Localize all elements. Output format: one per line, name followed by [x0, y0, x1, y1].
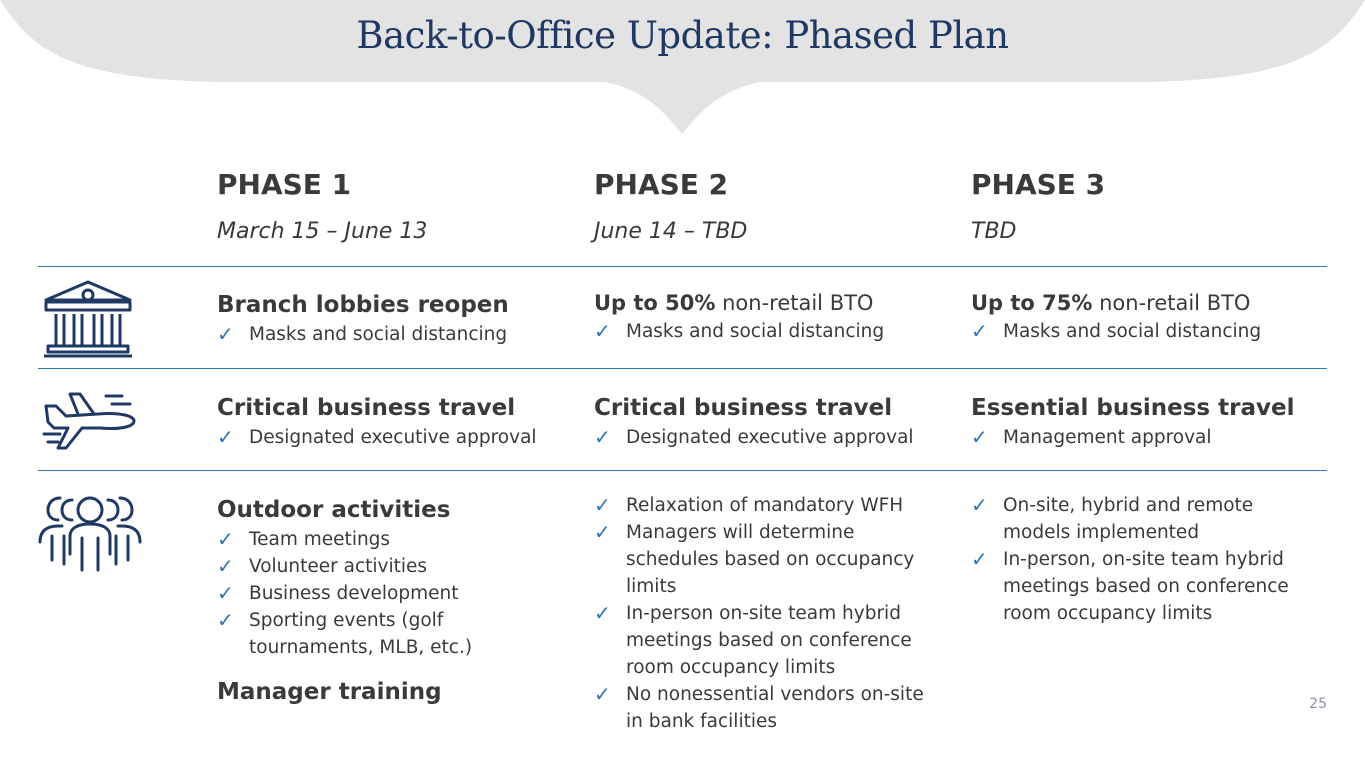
check-icon: ✓ — [594, 319, 611, 343]
travel-phase-3-list — [971, 424, 1331, 451]
list-item: ✓ Managers will determine schedules based on occupancy limits — [594, 520, 915, 597]
check-icon: ✓ — [971, 319, 988, 343]
list-item: ✓ Sporting events (golf tournaments, MLB, etc.) — [217, 608, 473, 658]
check-icon: ✓ — [594, 520, 611, 544]
list-item: ✓ Masks and social distancing — [971, 319, 1262, 343]
phase-2-dates: June 14 – TBD — [594, 219, 748, 244]
team-phase-2-list — [594, 492, 939, 735]
travel-phase-3-cell — [971, 392, 1331, 451]
team-phase-1-heading: Outdoor activities — [217, 497, 451, 523]
list-item: ✓ On-site, hybrid and remote models implemented — [971, 493, 1254, 543]
check-icon: ✓ — [594, 493, 611, 517]
branch-phase-3-cell — [971, 288, 1331, 345]
bank-building-icon — [42, 280, 134, 360]
check-icon: ✓ — [217, 554, 234, 578]
branch-phase-1-cell — [217, 289, 577, 348]
team-phase-1-cell — [217, 494, 557, 705]
list-item: ✓ Masks and social distancing — [217, 322, 508, 346]
list-item: ✓ No nonessential vendors on-site in bank facilities — [594, 682, 924, 732]
branch-phase-3-heading: Up to 75% non-retail BTO — [971, 291, 1251, 315]
check-icon: ✓ — [217, 425, 234, 449]
list-item: ✓ Management approval — [971, 425, 1212, 449]
team-phase-2-cell — [594, 492, 939, 735]
branch-phase-2-heading: Up to 50% non-retail BTO — [594, 291, 874, 315]
travel-phase-1-heading: Critical business travel — [217, 395, 516, 421]
check-icon: ✓ — [971, 493, 988, 517]
travel-phase-1-list — [217, 424, 577, 451]
phase-2-heading: PHASE 2 — [594, 168, 729, 201]
team-phase-1-list — [217, 526, 557, 661]
list-item: ✓ In-person on-site team hybrid meetings based on conference room occupancy limits — [594, 601, 912, 678]
branch-phase-2-list — [594, 318, 954, 345]
check-icon: ✓ — [971, 547, 988, 571]
team-phase-3-cell — [971, 492, 1316, 627]
phase-3-dates: TBD — [971, 219, 1017, 244]
branch-phase-3-list — [971, 318, 1331, 345]
list-item: ✓ In-person, on-site team hybrid meetings based on conference room occupancy limits — [971, 547, 1289, 624]
check-icon: ✓ — [217, 322, 234, 346]
airplane-icon — [40, 388, 138, 454]
list-item: ✓ Relaxation of mandatory WFH — [594, 493, 904, 517]
check-icon: ✓ — [594, 682, 611, 706]
branch-phase-2-cell — [594, 288, 954, 345]
travel-phase-2-list — [594, 424, 954, 451]
travel-phase-2-heading: Critical business travel — [594, 395, 893, 421]
divider-line — [38, 266, 1327, 267]
list-item: ✓ Team meetings — [217, 527, 391, 551]
phase-1-heading: PHASE 1 — [217, 168, 352, 201]
branch-phase-1-list — [217, 321, 577, 348]
travel-phase-1-cell — [217, 392, 577, 451]
check-icon: ✓ — [971, 425, 988, 449]
list-item: ✓ Masks and social distancing — [594, 319, 885, 343]
divider-line — [38, 368, 1327, 369]
phase-1-dates: March 15 – June 13 — [217, 219, 428, 244]
check-icon: ✓ — [217, 608, 234, 632]
check-icon: ✓ — [594, 425, 611, 449]
page-title: Back-to-Office Update: Phased Plan — [356, 14, 1009, 57]
divider-line — [38, 470, 1327, 471]
list-item: ✓ Business development — [217, 581, 459, 605]
team-phase-3-list — [971, 492, 1316, 627]
check-icon: ✓ — [217, 527, 234, 551]
travel-phase-3-heading: Essential business travel — [971, 395, 1295, 421]
page-number: 25 — [1309, 696, 1327, 712]
list-item: ✓ Designated executive approval — [594, 425, 914, 449]
list-item: ✓ Volunteer activities — [217, 554, 428, 578]
phase-3-heading: PHASE 3 — [971, 168, 1106, 201]
people-group-icon — [38, 494, 142, 574]
branch-phase-1-heading: Branch lobbies reopen — [217, 292, 509, 318]
check-icon: ✓ — [217, 581, 234, 605]
list-item: ✓ Designated executive approval — [217, 425, 537, 449]
check-icon: ✓ — [594, 601, 611, 625]
manager-training-heading: Manager training — [217, 679, 442, 705]
travel-phase-2-cell — [594, 392, 954, 451]
